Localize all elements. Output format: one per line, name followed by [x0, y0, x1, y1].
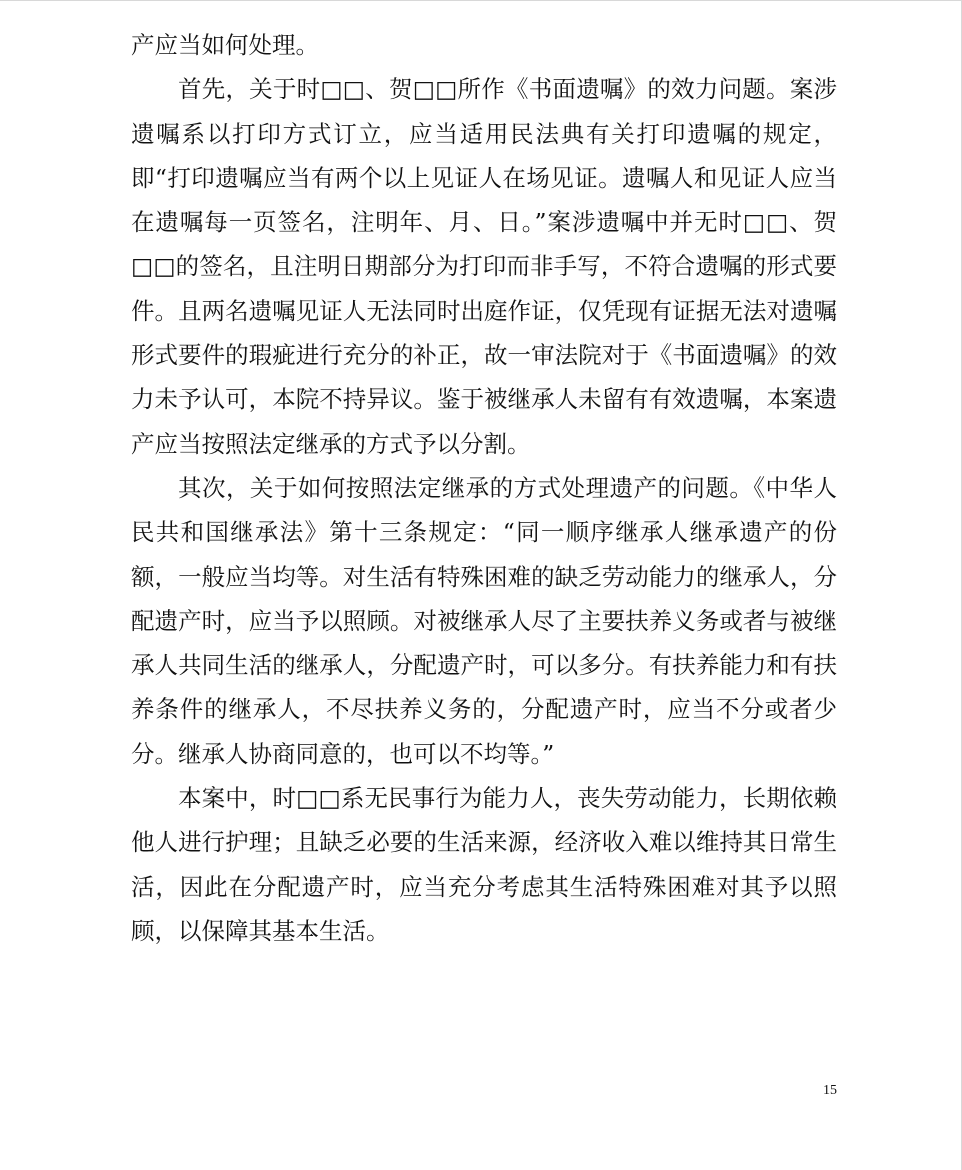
page-number: 15	[823, 1083, 837, 1098]
paragraph-continuation: 产应当如何处理。	[131, 31, 319, 59]
paragraph-statutory-inheritance: 其次，关于如何按照法定继承的方式处理遗产的问题。《中华人民共和国继承法》第十三条规定：“同一顺序继承人继承遗产的份额，一般应当均等。对生活有特殊困难的缺乏劳动能力的继承人，分配遗产时，应当予以照顾。对被继承人尽了主要扶养义务或者与被继承人共同生活的继承人，分配遗产时，可以多分。有扶养能力和有扶养条件的继承人，不尽扶养义务的，分配遗产时，应当不分或者少分。继承人协商同意的，也可以不均等。”	[131, 473, 837, 768]
paragraph-case-analysis: 本案中，时□□系无民事行为能力人，丧失劳动能力，长期依赖他人进行护理；且缺乏必要的生活来源，经济收入难以维持其日常生活，因此在分配遗产时，应当充分考虑其生活特殊困难对其予以照顾，以保障其基本生活。	[131, 784, 837, 945]
body-text	[131, 23, 837, 953]
paragraph-will-validity: 首先，关于时□□、贺□□所作《书面遗嘱》的效力问题。案涉遗嘱系以打印方式订立，应当适用民法典有关打印遗嘱的规定，即“打印遗嘱应当有两个以上见证人在场见证。遗嘱人和见证人应当在遗嘱每一页签名，注明年、月、日。”案涉遗嘱中并无时□□、贺□□的签名，且注明日期部分为打印而非手写，不符合遗嘱的形式要件。且两名遗嘱见证人无法同时出庭作证，仅凭现有证据无法对遗嘱形式要件的瑕疵进行充分的补正，故一审法院对于《书面遗嘱》的效力未予认可，本院不持异议。鉴于被继承人未留有有效遗嘱，本案遗产应当按照法定继承的方式予以分割。	[131, 75, 837, 458]
